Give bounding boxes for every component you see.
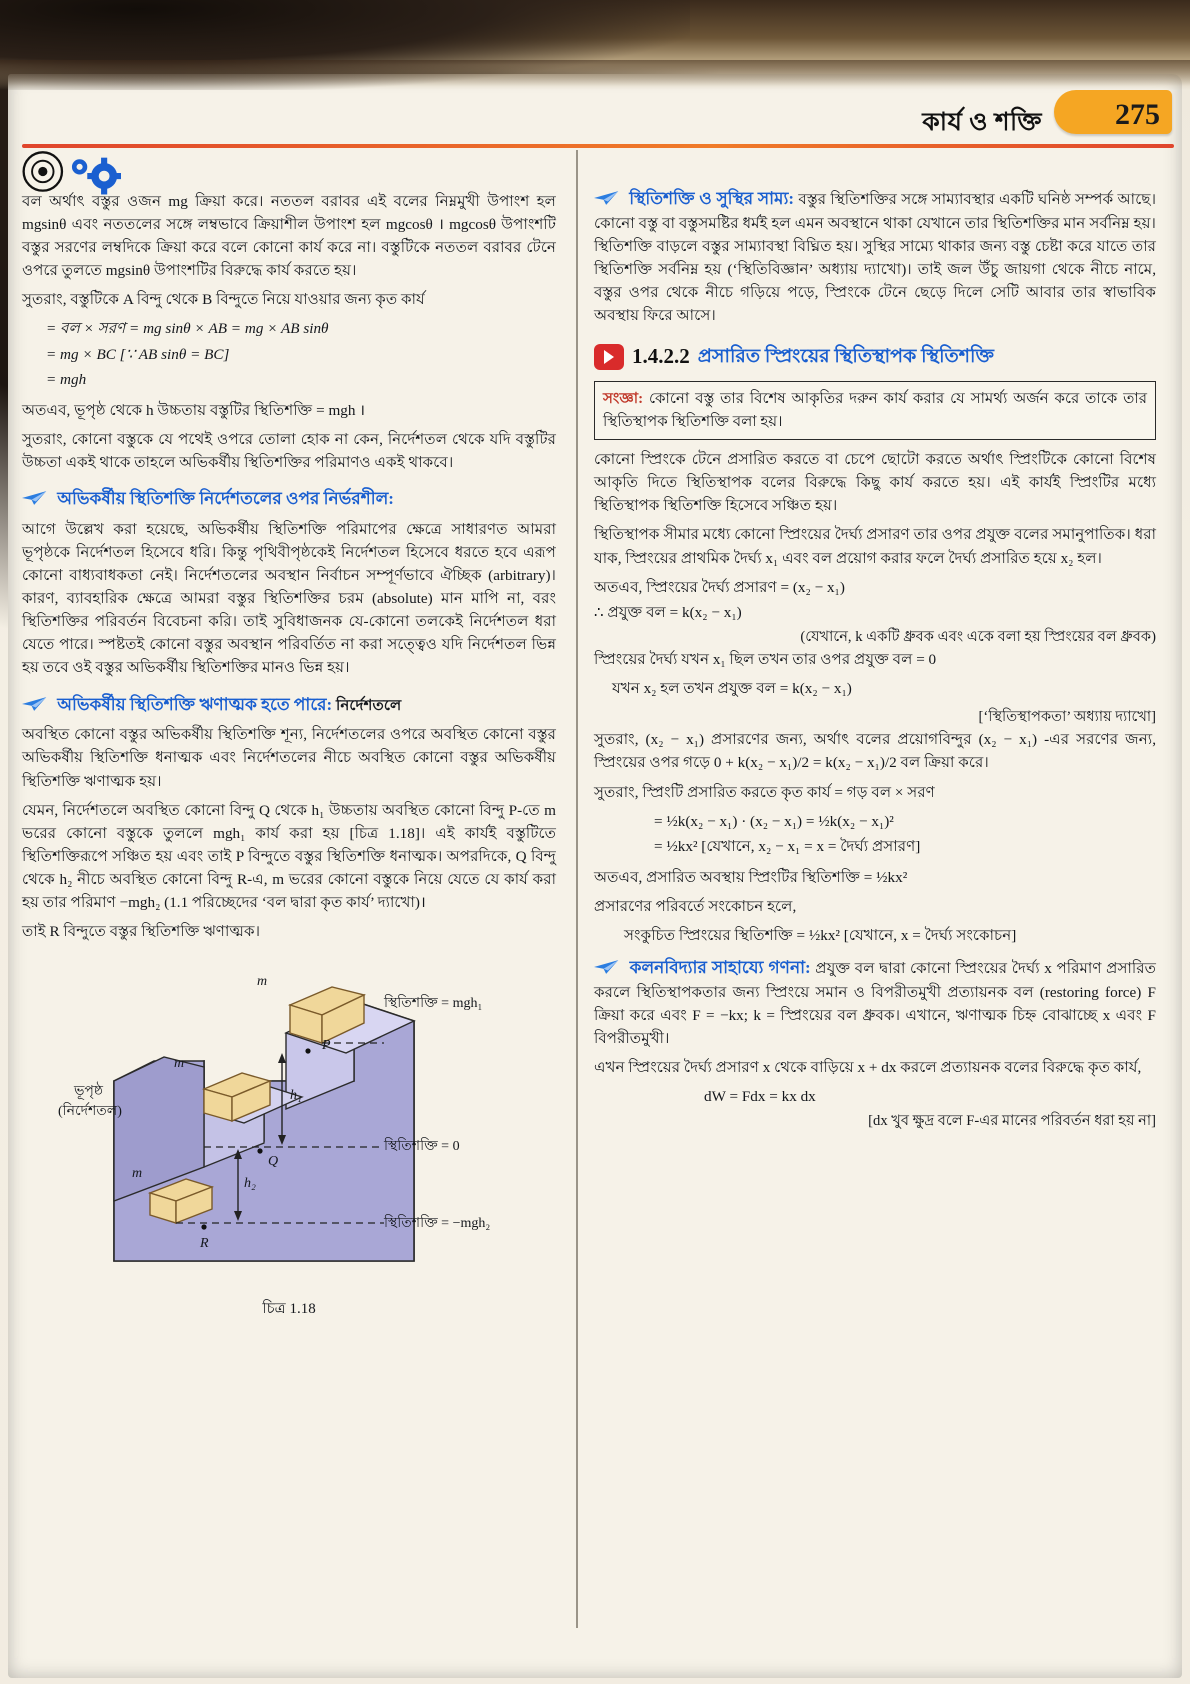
paragraph: সুতরাং, (x₂ − x₁) প্রসারণের জন্য, অর্থাৎ বলের প্রয়োগবিন্দুর (x₂ − x₁) -এর সরণের জন্য, স্প্রিংয়ের ওপর গড়ে 0 + k(x₂ − x₁)/2 = k(x₂ − x₁)/2 বল ক্রিয়া করে। bbox=[594, 731, 1156, 772]
play-icon bbox=[594, 344, 624, 370]
page-edge-shadow bbox=[0, 0, 1190, 90]
equation: ∴ প্রযুক্ত বল = k(x₂ − x₁) bbox=[594, 603, 742, 621]
equation: সংকুচিত স্প্রিংয়ের স্থিতিশক্তি = ½kx² [যেখানে, x = দৈর্ঘ্য সংকোচন] bbox=[624, 927, 1017, 945]
figure-label-point-r: R bbox=[200, 1236, 209, 1252]
subheading-trailing-text: নির্দেশতলে bbox=[332, 696, 402, 714]
figure-1-18 bbox=[54, 961, 524, 1318]
figure-label-ground: ভূপৃষ্ঠ bbox=[74, 1084, 104, 1100]
equation-note: (যেখানে, k একটি ধ্রুবক এবং একে বলা হয় স্প্রিংয়ের বল ধ্রুবক) bbox=[800, 628, 1156, 645]
paragraph: যেমন, নির্দেশতলে অবস্থিত কোনো বিন্দু Q থেকে h₁ উচ্চতায় অবস্থিত কোনো বিন্দু P-তে m ভরের কোনো বস্তুকে তুললে mgh₁ কার্য করা হয় [চিত্র 1.18]। এই কার্যই বস্তুটিতে স্থিতিশক্তিরূপে সঞ্চিত হয় এবং তাই P বিন্দুতে বস্তুর স্থিতিশক্তি ধনাত্মক। অপরদিকে, Q বিন্দু থেকে h₂ নীচে অবস্থিত কোনো বিন্দু R-এ, m ভরের কোনো বস্তুকে নিয়ে যেতে যে কার্য করা হয় তার পরিমাণ −mgh₂ (1.1 পরিচ্ছেদের ‘বল দ্বারা কৃত কার্য’ দ্যাখো)। bbox=[22, 801, 556, 911]
paper-plane-icon bbox=[22, 491, 48, 505]
page-header bbox=[8, 88, 1182, 150]
column-divider bbox=[576, 150, 578, 1628]
paper-plane-icon bbox=[594, 960, 620, 974]
figure-label-h1: h₁ bbox=[290, 1088, 302, 1104]
definition-text: কোনো বস্তু তার বিশেষ আকৃতির দরুন কার্য করার যে সামর্থ্য অর্জন করে তাকে তার স্থিতিস্থাপক স্থিতিশক্তি বলা হয়। bbox=[603, 391, 1147, 430]
paragraph: আগে উল্লেখ করা হয়েছে, অভিকর্ষীয় স্থিতিশক্তি পরিমাপের ক্ষেত্রে সাধারণত আমরা ভূপৃষ্ঠকে নির্দেশতল হিসেবে ধরি। কিন্তু পৃথিবীপৃষ্ঠকেই নির্দেশতল হিসেবে ধরতে হবে এরূপ কোনো বাধ্যবাধকতা নেই। নির্দেশতলের অবস্থান নির্বাচন সম্পূর্ণভাবে ঐচ্ছিক (arbitrary)। কারণ, ব্যাবহারিক ক্ষেত্রে আমরা বস্তুর স্থিতিশক্তির চরম (absolute) মান মাপি না, বরং স্থিতিশক্তির পরিবর্তন বিবেচনা করি। তাই সুবিধাজনক যে-কোনো তলকেই নির্দেশতল ধরা যেতে পারে। স্পষ্টতই কোনো বস্তুর অবস্থান পরিবর্তিত না করা সত্ত্বেও যদি নির্দেশতল ভিন্ন হয় তবে ওই বস্তুর অভিকর্ষীয় স্থিতিশক্তির মানও ভিন্ন হয়। bbox=[22, 520, 556, 677]
figure-label-point-p: P bbox=[322, 1038, 331, 1054]
paragraph: স্প্রিংয়ের দৈর্ঘ্য যখন x₁ ছিল তখন তার ওপর প্রযুক্ত বল = 0 bbox=[594, 651, 937, 669]
equation: অতএব, স্প্রিংয়ের দৈর্ঘ্য প্রসারণ = (x₂ − x₁) bbox=[594, 578, 845, 596]
equation: = বল × সরণ = mg sinθ × AB = mg × AB sinθ bbox=[46, 320, 329, 338]
subheading-text: অভিকর্ষীয় স্থিতিশক্তি ঋণাত্মক হতে পারে: bbox=[57, 694, 333, 714]
section-heading-row bbox=[594, 341, 1156, 373]
right-column bbox=[594, 186, 1156, 1133]
paper-plane-icon bbox=[594, 191, 620, 205]
figure-label-h2: h₂ bbox=[244, 1176, 256, 1192]
figure-label-low-mass: m bbox=[132, 1166, 143, 1182]
figure-label-top-energy: স্থিতিশক্তি = mgh₁ bbox=[384, 996, 483, 1012]
paragraph: সুতরাং, বস্তুটিকে A বিন্দু থেকে B বিন্দুতে নিয়ে যাওয়ার জন্য কৃত কার্য bbox=[22, 291, 425, 309]
paper-plane-icon bbox=[22, 697, 48, 711]
paragraph: প্রসারণের পরিবর্তে সংকোচন হলে, bbox=[594, 897, 797, 915]
paragraph: যখন x₂ হল তখন প্রযুক্ত বল = k(x₂ − x₁) bbox=[612, 680, 852, 698]
paragraph: অবস্থিত কোনো বস্তুর অভিকর্ষীয় স্থিতিশক্তি শূন্য, নির্দেশতলের ওপরে অবস্থিত কোনো বস্তুর অভিকর্ষীয় স্থিতিশক্তি ধনাত্মক এবং নির্দেশতলের নীচে অবস্থিত কোনো বস্তুর অভিকর্ষীয় স্থিতিশক্তি ঋণাত্মক হয়। bbox=[22, 726, 556, 790]
paragraph: সুতরাং, স্প্রিংটি প্রসারিত করতে কৃত কার্য = গড় বল × সরণ bbox=[594, 783, 935, 801]
figure-caption: চিত্র 1.18 bbox=[262, 1301, 316, 1318]
subheading-stability-equilibrium: স্থিতিশক্তি ও সুস্থির সাম্য: bbox=[629, 189, 795, 208]
definition-tag: সংজ্ঞা: bbox=[603, 391, 644, 408]
paragraph bbox=[594, 186, 1156, 327]
figure-label-mid-energy: স্থিতিশক্তি = 0 bbox=[384, 1139, 460, 1155]
figure-label-point-q: Q bbox=[268, 1154, 279, 1170]
subheading-reference-level bbox=[22, 486, 556, 512]
reference-note: [‘স্থিতিস্থাপকতা’ অধ্যায় দ্যাখো] bbox=[978, 709, 1156, 726]
page-number: 275 bbox=[1115, 98, 1160, 131]
subheading-text: অভিকর্ষীয় স্থিতিশক্তি নির্দেশতলের ওপর নির্ভরশীল: bbox=[57, 489, 394, 509]
chapter-title: কার্য ও শক্তি bbox=[922, 109, 1042, 136]
subheading-calculus: কলনবিদ্যার সাহায্যে গণনা: bbox=[629, 958, 811, 978]
paragraph: তাই R বিন্দুতে বস্তুর স্থিতিশক্তি ঋণাত্মক। bbox=[22, 923, 261, 941]
paragraph: কোনো স্প্রিংকে টেনে প্রসারিত করতে বা চেপে ছোটো করতে অর্থাৎ স্প্রিংটিকে কোনো বিশেষ আকৃতি দিতে স্থিতিস্থাপক বলের বিরুদ্ধে কিছু কার্য করতে হয়। এই কার্যই স্প্রিংটির মধ্যে স্থিতিস্থাপক স্থিতিশক্তি হিসেবে সঞ্চিত হয়। bbox=[594, 451, 1156, 515]
paragraph bbox=[594, 955, 1156, 1050]
figure-label-ground-sub: (নির্দেশতল) bbox=[58, 1104, 122, 1120]
paragraph: স্থিতিস্থাপক সীমার মধ্যে কোনো স্প্রিংয়ের দৈর্ঘ্য প্রসারণ তার ওপর প্রযুক্ত বলের সমানুপাতিক। ধরা যাক, স্প্রিংয়ের প্রাথমিক দৈর্ঘ্য x₁ এবং বল প্রয়োগ করার ফলে দৈর্ঘ্য প্রসারিত হয়ে x₂ হল। bbox=[594, 526, 1156, 567]
subheading-negative-pe bbox=[22, 692, 556, 718]
section-title: প্রসারিত স্প্রিংয়ের স্থিতিস্থাপক স্থিতিশক্তি bbox=[697, 345, 994, 367]
equation: = mgh bbox=[46, 370, 87, 388]
equation: = ½k(x₂ − x₁) · (x₂ − x₁) = ½k(x₂ − x₁)² bbox=[654, 812, 894, 830]
figure-label-mid-mass: m bbox=[174, 1056, 185, 1072]
header-rule bbox=[22, 144, 1174, 148]
paragraph: অতএব, ভূপৃষ্ঠ থেকে h উচ্চতায় বস্তুটির স্থিতিশক্তি = mgh । bbox=[22, 401, 366, 419]
equation-note: [dx খুব ক্ষুদ্র বলে F-এর মানের পরিবর্তন ধরা হয় না] bbox=[868, 1113, 1156, 1130]
equation: = mg × BC [∵ AB sinθ = BC] bbox=[46, 345, 230, 363]
figure-label-low-energy: স্থিতিশক্তি = −mgh₂ bbox=[384, 1216, 491, 1232]
definition-box bbox=[594, 381, 1156, 440]
equation: = ½kx² [যেখানে, x₂ − x₁ = x = দৈর্ঘ্য প্রসারণ] bbox=[654, 837, 921, 855]
equation: dW = Fdx = kx dx bbox=[704, 1088, 816, 1106]
section-number: 1.4.2.2 bbox=[632, 344, 690, 369]
paragraph: অতএব, প্রসারিত অবস্থায় স্প্রিংটির স্থিতিশক্তি = ½kx² bbox=[594, 868, 908, 886]
figure-label-top-mass: m bbox=[257, 974, 268, 990]
paragraph: সুতরাং, কোনো বস্তুকে যে পথেই ওপরে তোলা হোক না কেন, নির্দেশতল থেকে যদি বস্তুটির উচ্চতা একই থাকে তাহলে অভিকর্ষীয় স্থিতিশক্তির পরিমাণও একই থাকবে। bbox=[22, 430, 556, 471]
paragraph-text: প্রযুক্ত বল দ্বারা কোনো স্প্রিংয়ের দৈর্ঘ্য x পরিমাণ প্রসারিত করলে স্থিতিস্থাপকতার জন্য স্প্রিংয়ে সমান ও বিপরীতমুখী প্রত্যায়নক বল (restoring force) F ক্রিয়া করে এবং F = −kx; k = স্প্রিংয়ের বল ধ্রুবক। এখানে, ঋণাত্মক চিহ্ন বোঝাচ্ছে x এবং F বিপরীতমুখী। bbox=[594, 960, 1156, 1048]
paragraph-text: বস্তুর স্থিতিশক্তির সঙ্গে সাম্যাবস্থার একটি ঘনিষ্ঠ সম্পর্ক আছে। কোনো বস্তু বা বস্তুসমষ্টির ধর্মই হল এমন অবস্থানে থাকা যেখানে তার স্থিতিশক্তির মান সর্বনিম্ন হয়। স্থিতিশক্তি বাড়লে বস্তুর সাম্যাবস্থা বিঘ্নিত হয়। সুস্থির সাম্যে থাকার জন্য বস্তু চেষ্টা করে যাতে তার স্থিতিশক্তি সর্বনিম্ন হয় (‘স্থিতিবিজ্ঞান’ অধ্যায় দ্যাখো)। তাই জল উঁচু জায়গা থেকে নীচে নামে, বস্তুর ওপর থেকে নীচে গড়িয়ে পড়ে, স্প্রিংকে টেনে ছেড়ে দিলে সেটি আবার তার স্বাভাবিক অবস্থায় ফিরে আসে। bbox=[594, 191, 1156, 325]
paragraph: বল অর্থাৎ বস্তুর ওজন mg ক্রিয়া করে। নততল বরাবর এই বলের নিম্নমুখী উপাংশ হল mgsinθ এবং নততলের সঙ্গে লম্বভাবে ক্রিয়াশীল উপাংশ হল mgcosθ । mgcosθ উপাংশটি বস্তুর সরণের লম্বদিকে ক্রিয়া করে বলে কোনো কার্য করে না। বস্তুটিকে নততল বরাবর টেনে ওপরে তুলতে mgsinθ উপাংশটির বিরুদ্ধে কার্য করতে হয়। bbox=[22, 193, 556, 280]
paragraph: এখন স্প্রিংয়ের দৈর্ঘ্য প্রসারণ x থেকে বাড়িয়ে x + dx করলে প্রত্যায়নক বলের বিরুদ্ধে কৃত কার্য, bbox=[594, 1059, 1142, 1077]
left-column bbox=[22, 190, 556, 1318]
